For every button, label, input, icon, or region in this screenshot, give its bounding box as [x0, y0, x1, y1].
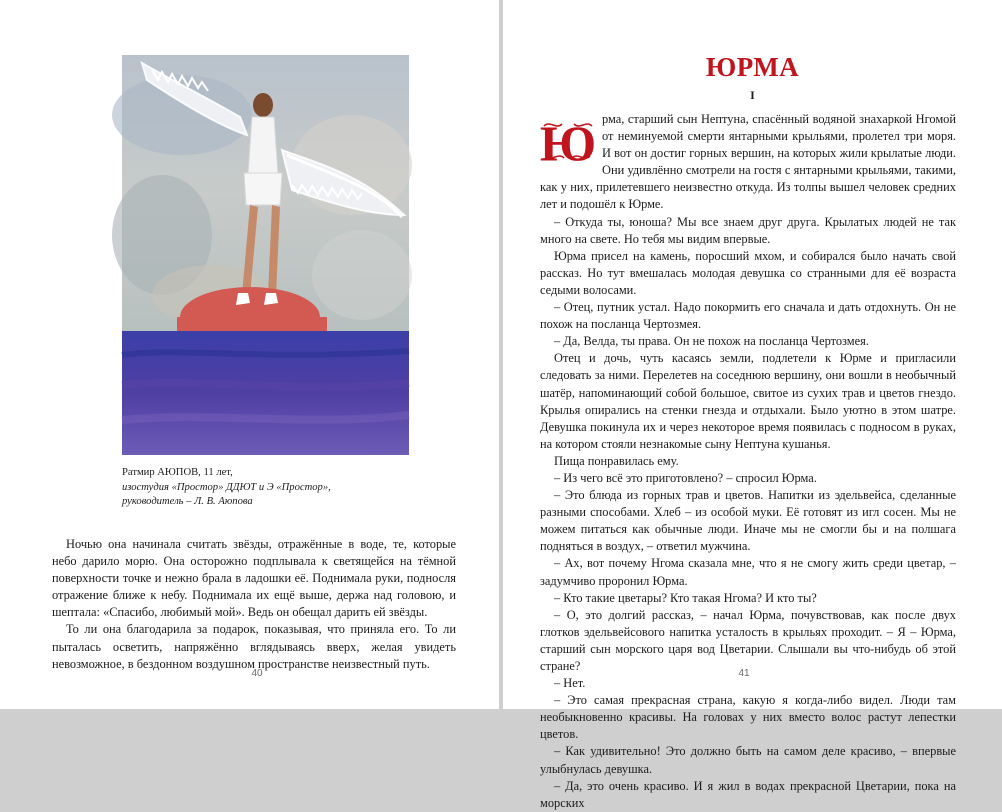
paragraph: – Да, Велда, ты права. Он не похож на посланца Чертозмея. — [554, 334, 869, 349]
first-paragraph — [540, 111, 956, 214]
drop-cap-ornament — [539, 115, 597, 171]
drop-cap-letter: Ю — [539, 115, 597, 171]
right-page — [503, 0, 1002, 810]
paragraph: – Это блюда из горных трав и цветов. Напитки из эдельвейса, сделанные разными способами. Хлеб – из особой муки. Её готовят из игл сосен. Мы не можем питаться как обычные люди. Иначе мы не смогли бы и на полшага подняться в воздух, – ответил мужчина. — [540, 488, 956, 554]
page-number-right: 41 — [738, 668, 750, 679]
paragraph: – Из чего всё это приготовлено? – спросил Юрма. — [554, 470, 817, 485]
chapter-title: ЮРМА — [705, 52, 800, 82]
caption-teacher: руководитель – Л. В. Аюпова — [122, 496, 253, 507]
paragraph: – О, это долгий рассказ, – начал Юрма, почувствовав, как после двух глотков эдельвейсового напитка усталость в крыльях проходит. – Я – Юрма, старший сын морского царя вод Цветарии. Слышали вы что-нибудь об этой стране? — [540, 607, 956, 673]
paragraph: – Как удивительно! Это должно быть на самом деле красиво, – впервые улыбнулась девушка. — [540, 744, 956, 776]
paragraph: Ночью она начинала считать звёзды, отражённые в воде, те, которые небо дарило морю. Она осторожно подплывала к светящейся на тёмной поверхности точке и нежно брала в ладошки её. Поднимала руки, подносля отражение ближе к небу. Поднимала их ещё выше, держа над головою, и шептала: «Спасибо, любимый мой». Ведь он обещал дарить ей звёзды. — [52, 537, 456, 620]
child-drawing-winged-boy — [122, 55, 409, 455]
paragraph: – Кто такие цветары? Кто такая Нгома? И кто ты? — [554, 590, 817, 605]
first-paragraph-text: рма, старший сын Нептуна, спасённый водяной знахаркой Нгомой от неминуемой смерти янтарными крыльями, пролетел три моря. И вот он достиг горных вершин, на которых жили крылатые люди. Они удивлённо смотрели на гостя с янтарными крыльями, такими, как у них, прилетевшего неизвестно откуда. Из толпы вышел человек средних лет и подошёл к Юрме. — [540, 112, 956, 212]
paragraph: – Ах, вот почему Нгома сказала мне, что я не смогу жить среди цветар, – задумчиво проронил Юрма. — [540, 556, 956, 588]
paragraph: Отец и дочь, чуть касаясь земли, подлетели к Юрме и пригласили следовать за ними. Перелетев на соседнюю вершину, они вошли в необычный шатёр, напоминающий собой большое, свитое из сухих трав и цветов гнездо. Крылья опирались на стенки гнезда и отдыхали. Было уютно в этом шатре. Девушка покинула их и через некоторое время появилась с подносом в руках, на котором стояли незнакомые сыну Нептуна кушанья. — [540, 351, 956, 451]
paragraph: – Это самая прекрасная страна, какую я когда-либо видел. Люди там необыкновенно красивы. На головах у них вместо волос растут лепестки цветов. — [540, 693, 956, 742]
paragraph: – Нет. — [554, 676, 586, 691]
paragraph: – Отец, путник устал. Надо покормить его сначала и дать отдохнуть. Он не похож на посланца Чертозмея. — [540, 300, 956, 332]
right-page-text — [540, 111, 956, 812]
caption-author: Ратмир АЮПОВ, 11 лет, — [122, 467, 233, 478]
chapter-number: I — [750, 88, 755, 102]
paragraph: – Откуда ты, юноша? Мы все знаем друг друга. Крылатых людей не так много на свете. Но тебя мы видим впервые. — [540, 214, 956, 246]
paragraph: То ли она благодарила за подарок, показывая, что приняла его. То ли пыталась осветить, напряжённо вглядываясь вверх, желая увидеть невозможное, в бездонном воздушном пространстве неизвестный путь. — [52, 622, 456, 671]
left-page-text — [52, 536, 456, 673]
paragraph: – Да, это очень красиво. И я жил в водах прекрасной Цветарии, пока на морских — [540, 778, 956, 810]
left-page — [0, 0, 499, 709]
paragraph: Пища понравилась ему. — [554, 453, 679, 468]
illustration-caption — [122, 466, 452, 510]
caption-studio: изостудия «Простор» ДДЮТ и Э «Простор», — [122, 481, 331, 493]
paragraph: Юрма присел на камень, поросший мхом, и собирался было начать свой рассказ. Но тут вмешалась молодая девушка со странными для её возраста седыми волосами. — [540, 248, 956, 297]
page-number-left: 40 — [251, 668, 263, 679]
